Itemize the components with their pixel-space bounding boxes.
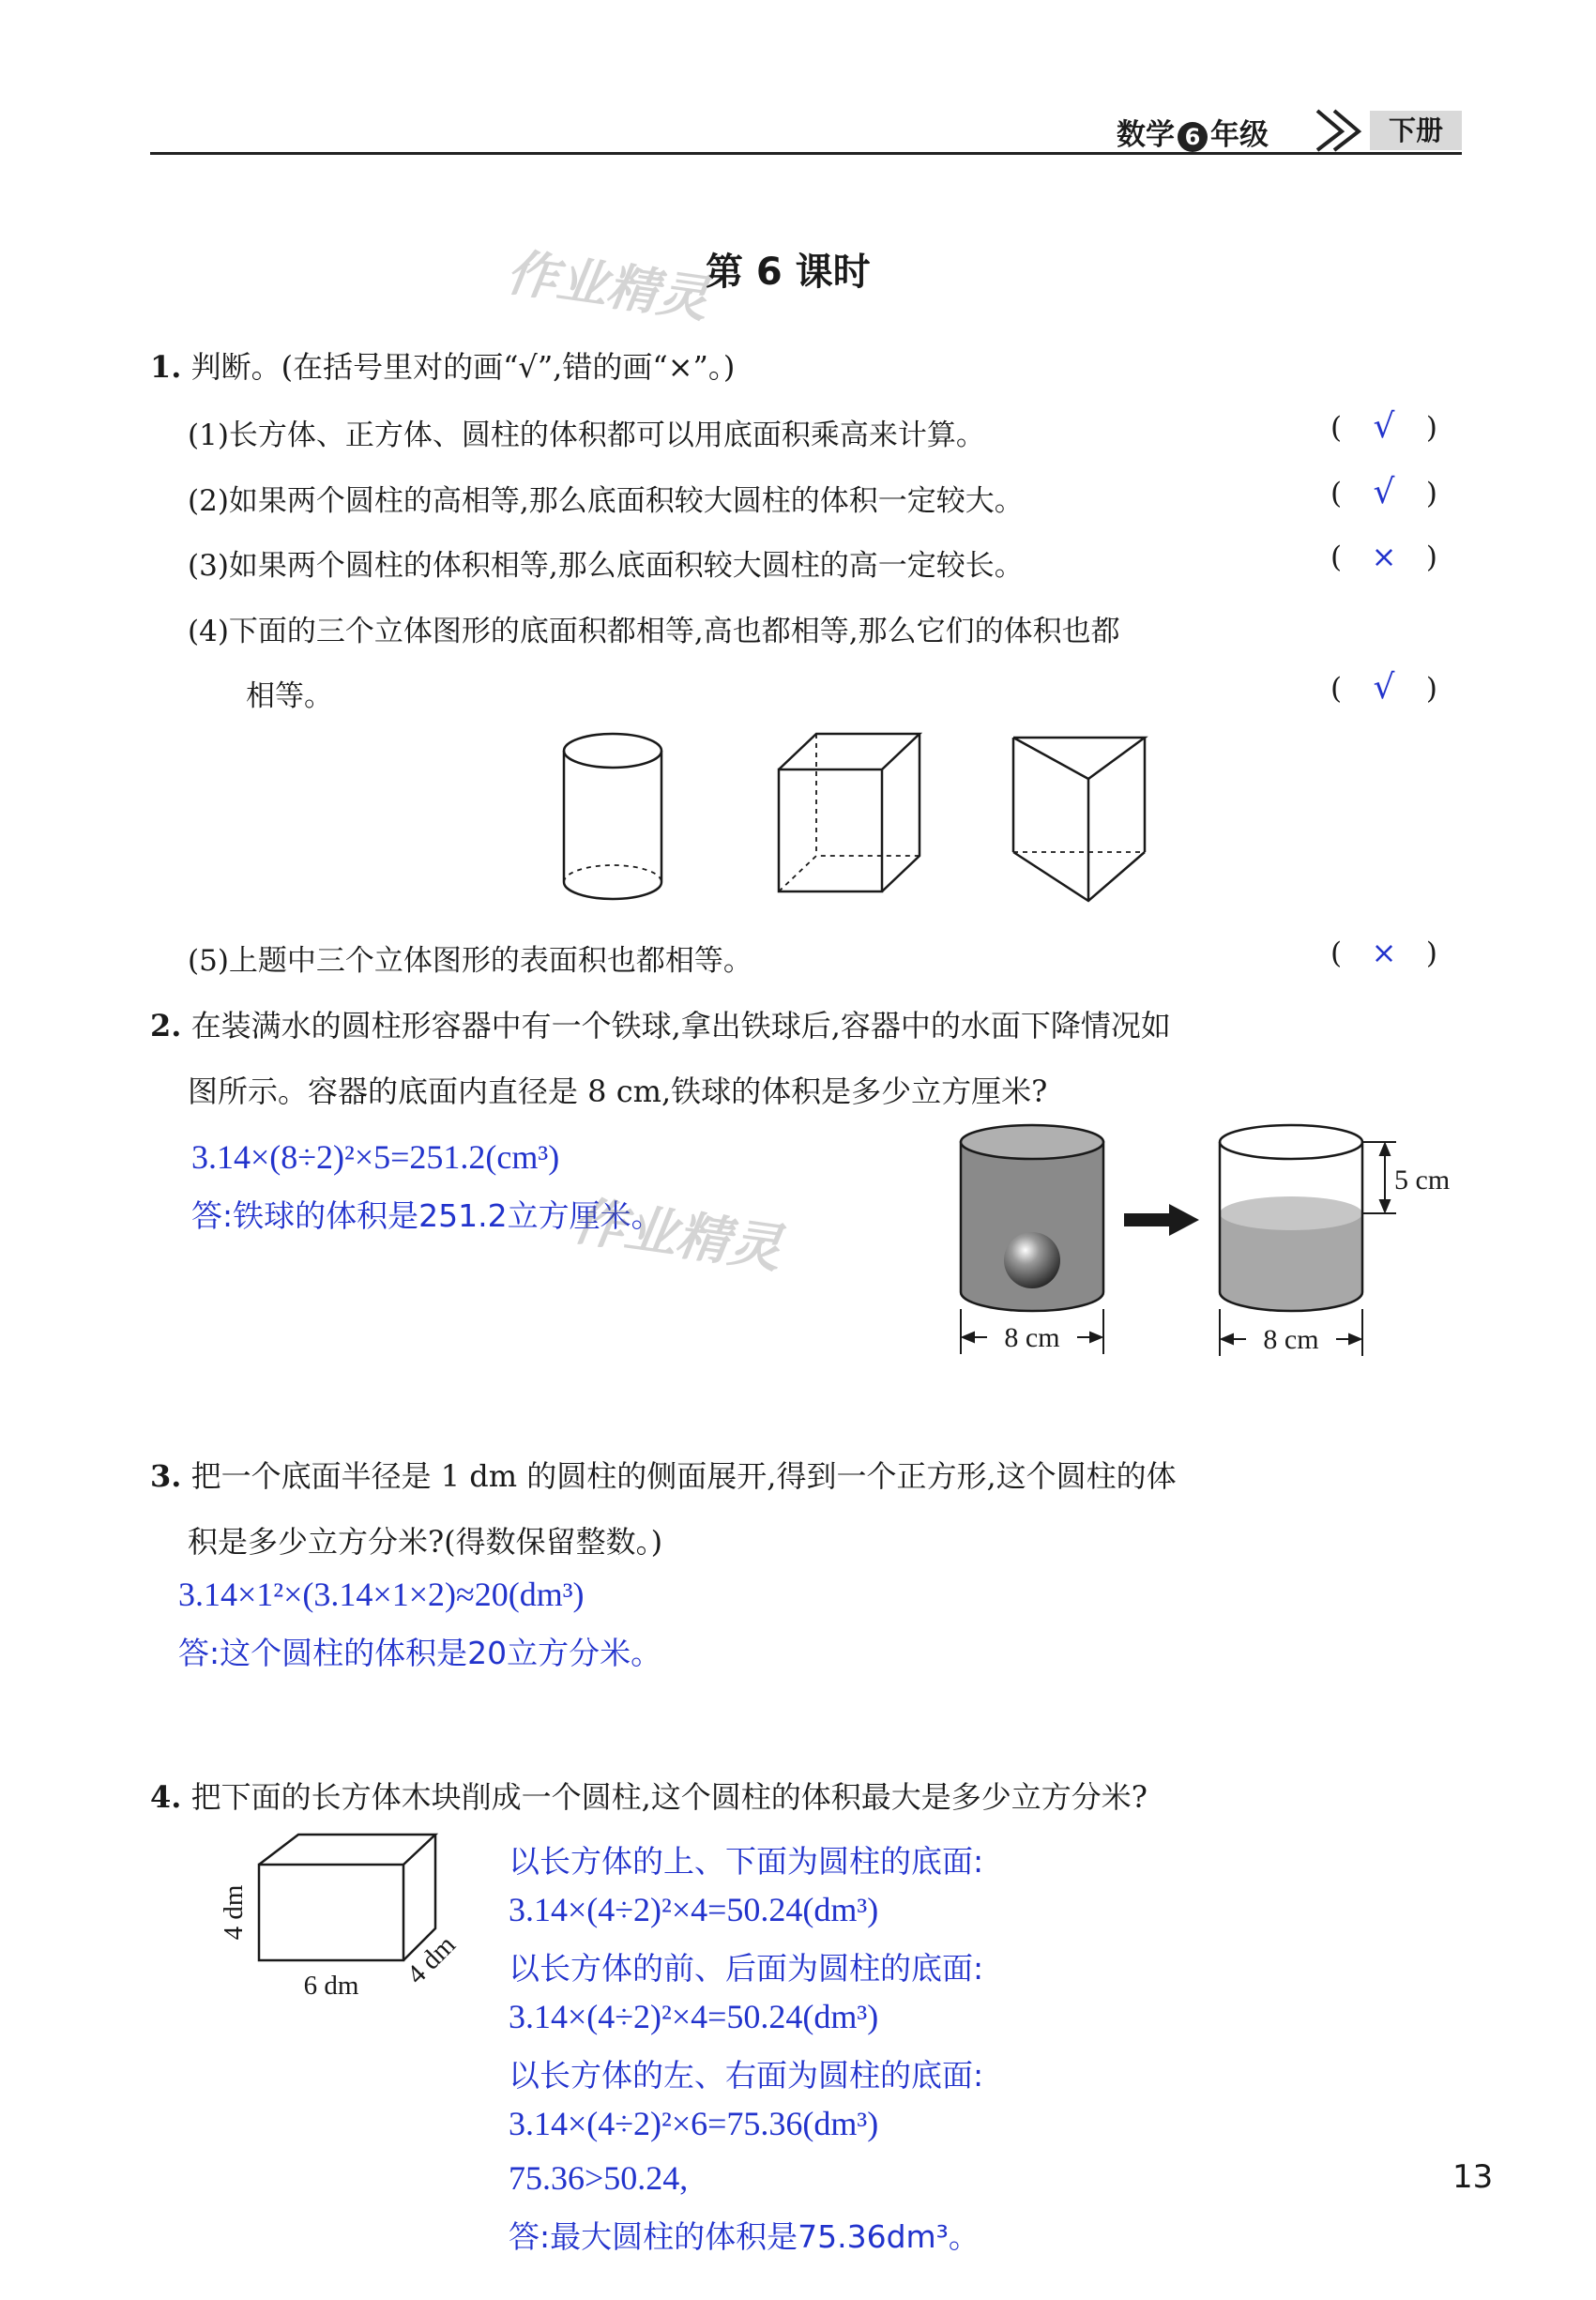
q2-stem-text: 在装满水的圆柱形容器中有一个铁球,拿出铁球后,容器中的水面下降情况如 [190,1008,1171,1043]
double-chevron-icon [1314,105,1372,152]
q3-stem-text: 把一个底面半径是 1 dm 的圆柱的侧面展开,得到一个正方形,这个圆柱的体 [190,1458,1177,1494]
q4-answer-line-5: 以长方体的左、右面为圆柱的底面: [509,2057,984,2094]
cylinder-figure [564,734,661,899]
q3-stem-line2: 积是多少立方分米?(得数保留整数。) [188,1524,663,1560]
answer-mark: √ [1373,407,1395,446]
watermark-middle: 作业精灵 [568,1190,785,1281]
q1-answer-3 [1330,539,1437,574]
header-volume-tab: 下册 [1370,111,1462,150]
q4-answer-line-1: 以长方体的上、下面为圆柱的底面: [509,1843,984,1880]
paren-left: ( [1330,672,1343,706]
q1-item-4: (4)下面的三个立体图形的底面积都相等,高也都相等,那么它们的体积也都 [188,615,1120,648]
drop-dimension [1362,1142,1396,1213]
lesson-title: 第 6 课时 [706,251,871,294]
paren-right: ) [1425,937,1437,970]
paren-left: ( [1330,541,1343,574]
q1-stem [150,343,735,387]
q1-answer-2 [1330,473,1437,511]
q3-number: 3. [150,1458,182,1494]
q1-item-1: (1)长方体、正方体、圆柱的体积都可以用底面积乘高来计算。 [188,419,985,452]
q4-answer-line-4: 3.14×(4÷2)²×4=50.24(dm³) [509,1998,879,2035]
paren-right: ) [1425,411,1437,445]
width-label: 4 dm [401,1929,462,1990]
q3-answer-text: 答:这个圆柱的体积是20立方分米。 [178,1635,662,1671]
q4-number: 4. [150,1779,182,1815]
q2-stem-line2: 图所示。容器的底面内直径是 8 cm,铁球的体积是多少立方厘米? [188,1074,1048,1109]
cube-figure [779,734,920,891]
q3-answer-formula: 3.14×1²×(3.14×1×2)≈20(dm³) [178,1576,585,1613]
paren-right: ) [1425,477,1437,510]
watermark-top: 作业精灵 [503,242,712,329]
answer-mark: √ [1373,473,1395,511]
q2-stem-line1 [150,1002,1171,1045]
q1-answer-5 [1330,935,1437,970]
q4-answer-line-7: 75.36>50.24, [509,2159,689,2197]
q2-container-figure [948,1121,1473,1365]
q1-item-5: (5)上题中三个立体图形的表面积也都相等。 [188,944,752,978]
q1-item-4-line2: 相等。 [246,679,333,713]
paren-left: ( [1330,937,1343,970]
paren-left: ( [1330,477,1343,510]
q4-cuboid-figure [206,1825,488,2003]
q1-answer-1 [1330,407,1437,446]
q1-item-3: (3)如果两个圆柱的体积相等,那么底面积较大圆柱的高一定较长。 [188,549,1024,583]
q2-number: 2. [150,1008,182,1043]
triangular-prism-figure [1013,738,1145,901]
header-rule [150,152,1462,155]
q3-stem-line1 [150,1453,1177,1496]
paren-left: ( [1330,411,1343,445]
q4-answer-line-2: 3.14×(4÷2)²×4=50.24(dm³) [509,1891,879,1928]
q2-answer-text: 答:铁球的体积是251.2立方厘米。 [191,1197,662,1234]
grade-badge: 6 [1178,122,1208,152]
q4-answer-line-8: 答:最大圆柱的体积是75.36dm³。 [509,2218,980,2255]
right-arrow-icon [1124,1204,1199,1236]
page-number: 13 [1452,2158,1494,2196]
q1-solids-figure [554,723,1173,910]
q4-answer-line-3: 以长方体的前、后面为圆柱的底面: [509,1950,984,1987]
paren-right: ) [1425,541,1437,574]
q1-answer-4 [1330,668,1437,707]
drop-label: 5 cm [1394,1165,1451,1196]
diameter-label-1: 8 cm [1004,1322,1060,1353]
height-label: 4 dm [219,1884,249,1941]
iron-ball [1004,1232,1060,1288]
paren-right: ) [1425,672,1437,706]
length-label: 6 dm [303,1971,359,2001]
header-grade-suffix: 年级 [1210,118,1269,152]
diameter-label-2: 8 cm [1263,1324,1319,1355]
header-subject: 数学 [1117,118,1175,152]
header-subject-grade [1117,111,1269,153]
q4-stem-text: 把下面的长方体木块削成一个圆柱,这个圆柱的体积最大是多少立方分米? [190,1779,1148,1815]
full-container [961,1125,1103,1311]
q1-item-2: (2)如果两个圆柱的高相等,那么底面积较大圆柱的体积一定较大。 [188,484,1024,518]
answer-mark: × [1371,539,1397,574]
answer-mark: √ [1373,668,1395,707]
q2-answer-formula: 3.14×(8÷2)²×5=251.2(cm³) [191,1138,560,1176]
answer-mark: × [1371,935,1397,970]
q1-stem-text: 判断。(在括号里对的画“√”,错的画“×”。) [190,349,736,385]
q1-number: 1. [150,349,182,385]
q4-stem [150,1774,1148,1817]
lowered-container [1220,1125,1362,1311]
q4-answer-line-6: 3.14×(4÷2)²×6=75.36(dm³) [509,2105,879,2142]
